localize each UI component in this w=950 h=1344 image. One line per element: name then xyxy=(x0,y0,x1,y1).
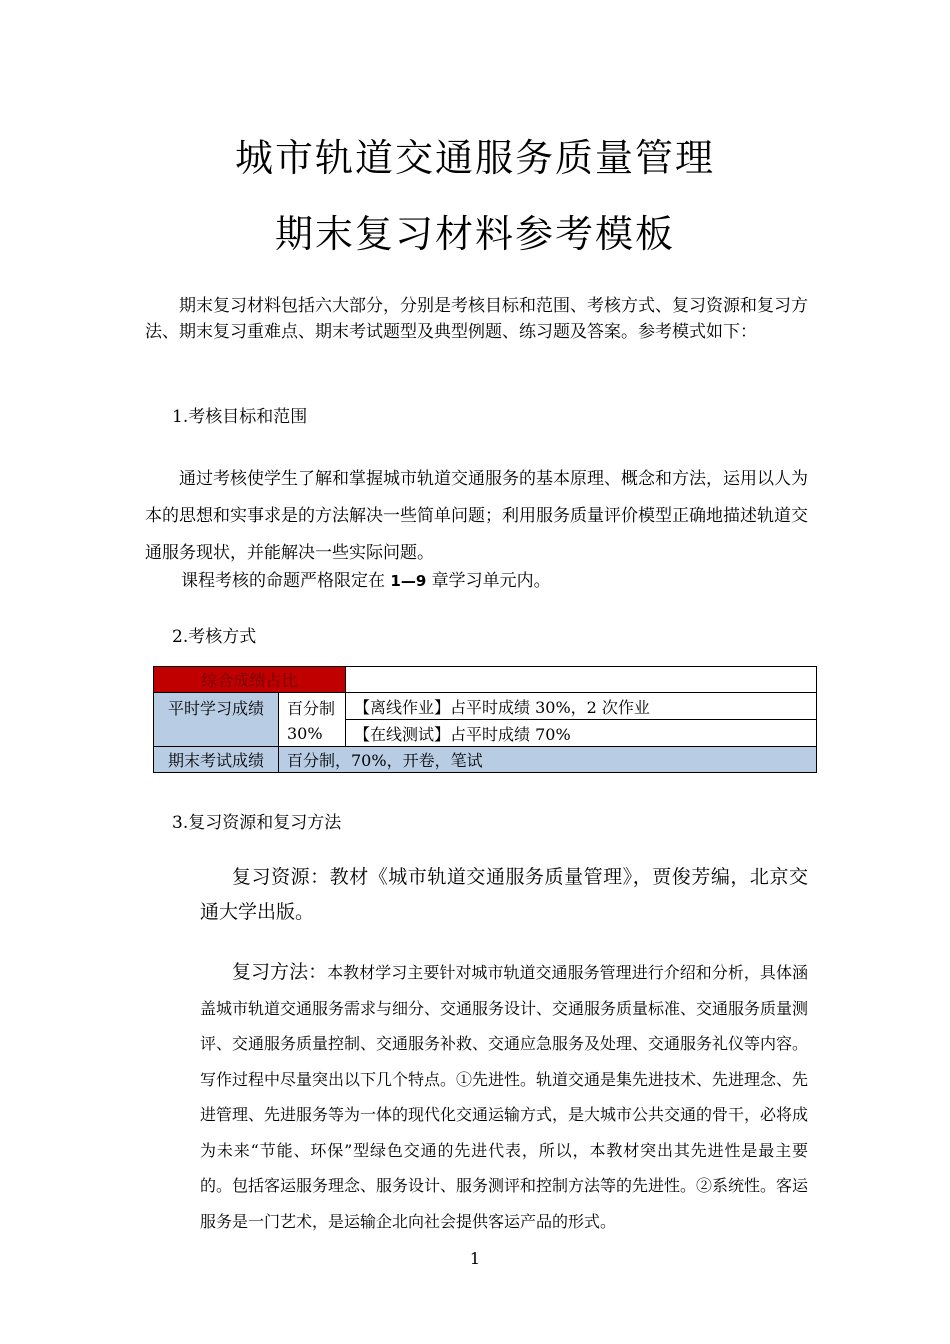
section-heading-2: 2.考核方式 xyxy=(172,627,257,647)
regular-scale: 百分制 xyxy=(287,699,336,718)
regular-scale-cell xyxy=(279,693,346,747)
section-1-scope xyxy=(181,566,551,591)
scope-range: 1—9 xyxy=(390,572,427,590)
review-method xyxy=(200,955,808,1239)
assessment-table xyxy=(153,666,817,773)
scope-prefix: 课程考核的命题严格限定在 xyxy=(181,571,391,591)
table-row xyxy=(154,747,817,773)
table-row xyxy=(154,667,817,693)
row-label-regular: 平时学习成绩 xyxy=(154,693,279,747)
offline-homework-cell: 【离线作业】占平时成绩 30%，2 次作业 xyxy=(346,693,817,720)
scope-suffix: 章学习单元内。 xyxy=(426,571,551,591)
document-title: 城市轨道交通服务质量管理 xyxy=(234,136,715,180)
page-number: 1 xyxy=(469,1249,481,1268)
section-heading-1: 1.考核目标和范围 xyxy=(172,407,308,427)
review-resources: 复习资源：教材《城市轨道交通服务质量管理》，贾俊芳编，北京交通大学出版。 xyxy=(200,866,808,923)
row-label-final: 期末考试成绩 xyxy=(154,747,279,773)
intro-paragraph: 期末复习材料包括六大部分，分别是考核目标和范围、考核方式、复习资源和复习方法、期末复习重难点、期末考试题型及典型例题、练习题及答案。参考模式如下： xyxy=(145,296,808,342)
table-row xyxy=(154,693,817,720)
section-1-body: 通过考核使学生了解和掌握城市轨道交通服务的基本原理、概念和方法，运用以人为本的思想和实事求是的方法解决一些简单问题；利用服务质量评价模型正确地描述轨道交通服务现状，并能解决一些实际问题。 xyxy=(145,469,808,563)
regular-weight: 30% xyxy=(287,724,323,743)
online-test-cell: 【在线测试】占平时成绩 70% xyxy=(346,720,817,747)
review-method-lead: 复习方法： xyxy=(232,961,328,983)
review-method-body: 本教材学习主要针对城市轨道交通服务管理进行介绍和分析，具体涵盖城市轨道交通服务需求与细分、交通服务设计、交通服务质量标准、交通服务质量测评、交通服务质量控制、交通服务补救、交通应急服务及处理、交通服务礼仪等内容。写作过程中尽量突出以下几个特点。①先进性。轨道交通是集先进技术、先进理念、先进管理、先进服务等为一体的现代化交通运输方式，是大城市公共交通的骨干，必将成为未来“节能、环保”型绿色交通的先进代表，所以，本教材突出其先进性是最主要的。包括客运服务理念、服务设计、服务测评和控制方法等的先进性。②系统性。客运服务是一门艺术，是运输企北向社会提供客运产品的形式。 xyxy=(200,963,809,1231)
final-exam-detail: 百分制，70%，开卷，笔试 xyxy=(279,747,817,773)
section-heading-3: 3.复习资源和复习方法 xyxy=(172,813,342,833)
table-header-empty-cell xyxy=(346,667,817,693)
document-subtitle: 期末复习材料参考模板 xyxy=(274,212,675,256)
table-header-cell: 综合成绩占比 xyxy=(154,667,346,693)
